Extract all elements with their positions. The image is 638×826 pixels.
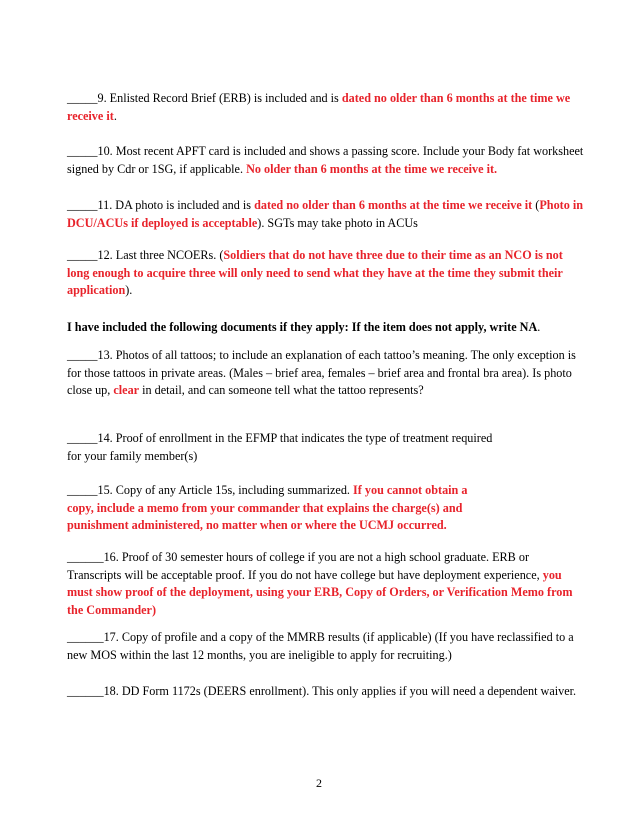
checkbox-blank[interactable]: _____ [67, 348, 98, 362]
checkbox-blank[interactable]: _____ [67, 198, 98, 212]
item-9: _____9. Enlisted Record Brief (ERB) is included and is dated no older than 6 months at the time we receive it. [67, 91, 571, 123]
item-13: _____13. Photos of all tattoos; to include an explanation of each tattoo’s meaning. The only exception is for those tattoos in private areas. (Males – brief area, females – brief area and frontal bra area). Is photo close up, clear in detail, and can someone tell what the tattoo represents? [67, 348, 576, 397]
checkbox-blank[interactable]: _____ [67, 91, 98, 105]
item-11: _____11. DA photo is included and is dated no older than 6 months at the time we receive it (Photo in DCU/ACUs if deployed is acceptable). SGTs may take photo in ACUs [67, 198, 584, 230]
checkbox-blank[interactable]: _____ [67, 248, 98, 262]
checkbox-blank[interactable]: _____ [67, 483, 98, 497]
item-12: _____12. Last three NCOERs. (Soldiers that do not have three due to their time as an NCO is not long enough to acquire three will only need to send what they have at the time they submit their application). [67, 248, 563, 297]
item-14: _____14. Proof of enrollment in the EFMP that indicates the type of treatment required for your family member(s) [67, 431, 493, 463]
section-heading: I have included the following documents if they apply: If the item does not apply, write NA. [67, 320, 541, 334]
item-18: ______18. DD Form 1172s (DEERS enrollment). This only applies if you will need a dependent waiver. [67, 684, 577, 698]
item-10: _____10. Most recent APFT card is included and shows a passing score. Include your Body fat worksheet signed by Cdr or 1SG, if applicable. No older than 6 months at the time we receive it. [67, 144, 584, 176]
item-15: _____15. Copy of any Article 15s, including summarized. If you cannot obtain a copy, include a memo from your commander that explains the charge(s) and punishment administered, no matter when or where the UCMJ occurred. [67, 483, 468, 532]
checkbox-blank[interactable]: _____ [67, 144, 98, 158]
checkbox-blank[interactable]: ______ [67, 630, 104, 644]
page-number: 2 [316, 776, 322, 790]
item-17: ______17. Copy of profile and a copy of the MMRB results (if applicable) (If you have reclassified to a new MOS within the last 12 months, you are ineligible to apply for recruiting.) [67, 630, 574, 662]
checkbox-blank[interactable]: _____ [67, 431, 98, 445]
checkbox-blank[interactable]: ______ [67, 550, 104, 564]
item-16: ______16. Proof of 30 semester hours of college if you are not a high school graduate. ERB or Transcripts will be acceptable proof. If you do not have college but have deployment experience, you must show proof of the deployment, using your ERB, Copy of Orders, or Verification Memo from the Commander) [67, 550, 573, 617]
checkbox-blank[interactable]: ______ [67, 684, 104, 698]
